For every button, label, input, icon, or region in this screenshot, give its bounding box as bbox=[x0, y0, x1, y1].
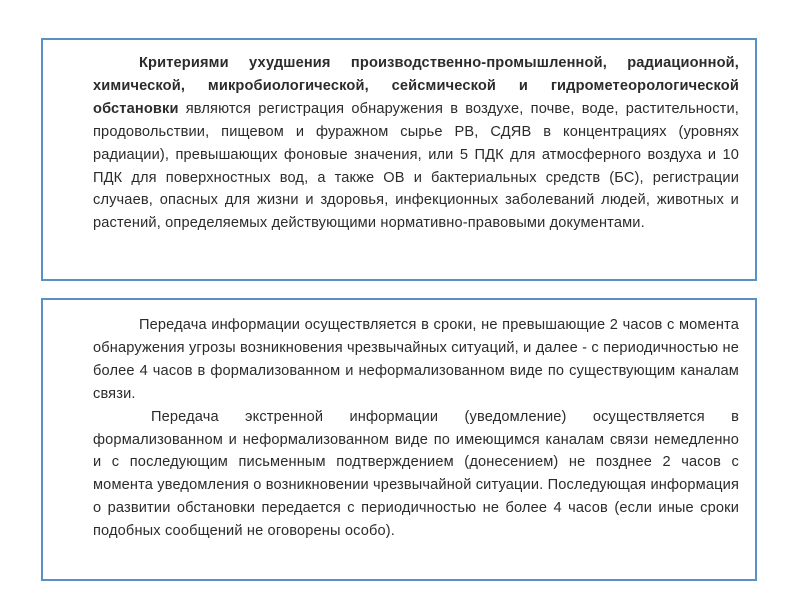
criteria-bold-lead: Критериями ухудшения производственно-промышленной, радиационной, химической, микробиологической, сейсмической и гидрометеорологической обстановки bbox=[93, 55, 739, 117]
emergency-info-paragraph: Передача экстренной информации (уведомление) осуществляется в формализованном и неформализованном виде по имеющимся каналам связи немедленно и с последующим письменным подтверждением (донесением) не позднее 2 часов с момента уведомления о возникновении чрезвычайной ситуации. Последующая информация о развитии обстановки передается с периодичностью не более 4 часов (если иные сроки подобных сообщений не оговорены особо). bbox=[93, 408, 739, 540]
info-transfer-panel bbox=[41, 298, 757, 581]
criteria-paragraph bbox=[93, 52, 739, 235]
criteria-text: являются регистрация обнаружения в воздухе, почве, воде, растительности, продовольствии, пищевом и фуражном сырье РВ, СДЯВ в концентрациях (уровнях радиации), превышающих фоновые значения, или 5 ПДК для атмосферного воздуха и 10 ПДК для поверхностных вод, а также ОВ и бактериальных средств (БС), регистрации случаев, опасных для жизни и здоровья, инфекционных заболеваний людей, животных и растений, определяемых действующими нормативно-правовыми документами. bbox=[93, 100, 739, 232]
info-transfer-paragraph: Передача информации осуществляется в сроки, не превышающие 2 часов с момента обнаружения угрозы возникновения чрезвычайных ситуаций, и далее - с периодичностью не более 4 часов в формализованном и неформализованном виде по существующим каналам связи. bbox=[93, 317, 739, 402]
criteria-panel bbox=[41, 38, 757, 281]
